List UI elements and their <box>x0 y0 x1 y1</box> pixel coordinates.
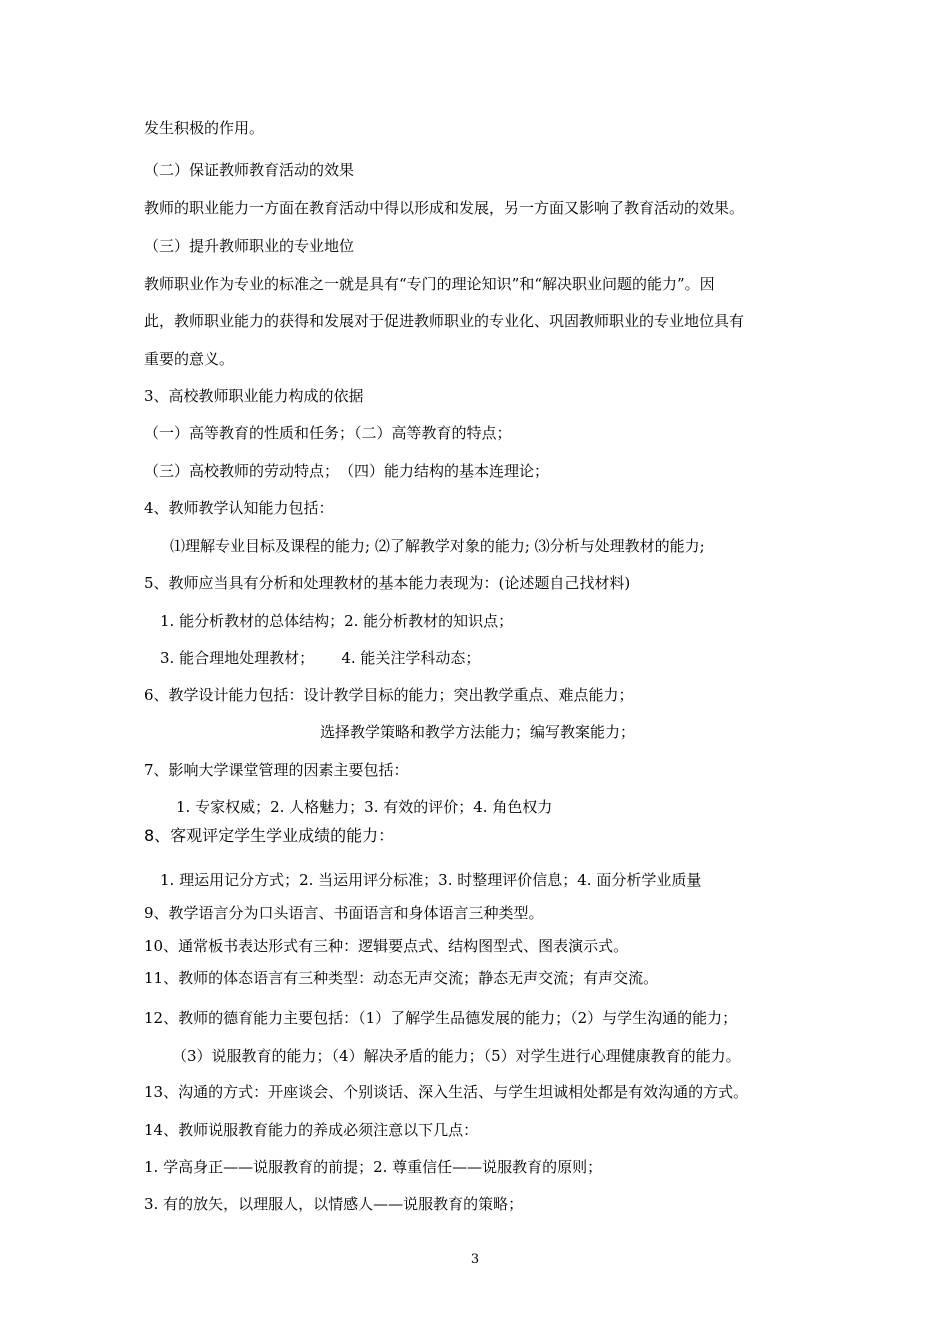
section-heading: 11、教师的体态语言有三种类型：动态无声交流；静态无声交流；有声交流。 <box>144 969 659 987</box>
text-line: 重要的意义。 <box>144 350 235 368</box>
list-item: 1. 理运用记分方式；2. 当运用评分标准；3. 时整理评价信息；4. 面分析学业质量 <box>160 871 702 889</box>
list-item: 1. 能分析教材的总体结构；2. 能分析教材的知识点； <box>160 612 514 630</box>
list-item: 3. 能合理地处理教材； 4. 能关注学科动态； <box>160 649 481 667</box>
section-heading: 14、教师说服教育能力的养成必须注意以下几点： <box>144 1121 479 1139</box>
section-heading: 5、教师应当具有分析和处理教材的基本能力表现为：(论述题自己找材料) <box>144 574 631 592</box>
list-item: 1. 专家权威；2. 人格魅力；3. 有效的评价；4. 角色权力 <box>176 798 553 816</box>
text-line: 教师职业作为专业的标准之一就是具有“专门的理论知识”和“解决职业问题的能力”。因 <box>144 275 715 293</box>
section-heading: 3、高校教师职业能力构成的依据 <box>144 387 364 405</box>
section-heading: 6、教学设计能力包括：设计教学目标的能力；突出教学重点、难点能力； <box>144 686 634 704</box>
section-heading: 7、影响大学课堂管理的因素主要包括： <box>144 761 409 779</box>
section-heading: 12、教师的德育能力主要包括：（1）了解学生品德发展的能力；（2）与学生沟通的能力； <box>144 1009 738 1027</box>
text-line: 此，教师职业能力的获得和发展对于促进教师职业的专业化、巩固教师职业的专业地位具有 <box>144 312 745 330</box>
section-heading: 4、教师教学认知能力包括： <box>144 499 334 517</box>
subheading: （二）保证教师教育活动的效果 <box>144 161 355 179</box>
text-line: 教师的职业能力一方面在教育活动中得以形成和发展，另一方面又影响了教育活动的效果。 <box>144 199 745 217</box>
section-heading: 9、教学语言分为口头语言、书面语言和身体语言三种类型。 <box>144 904 544 922</box>
section-heading: 10、通常板书表达形式有三种：逻辑要点式、结构图型式、图表演示式。 <box>144 937 629 955</box>
section-heading: 13、沟通的方式：开座谈会、个别谈话、深入生活、与学生坦诚相处都是有效沟通的方式。 <box>144 1083 749 1101</box>
text-line: （三）高校教师的劳动特点； （四）能力结构的基本连理论； <box>144 462 550 480</box>
list-item: 3. 有的放矢，以理服人，以情感人——说服教育的策略； <box>144 1195 524 1213</box>
subheading: （三）提升教师职业的专业地位 <box>144 237 355 255</box>
page-number: 3 <box>470 1252 480 1267</box>
section-heading: 8、客观评定学生学业成绩的能力： <box>144 826 395 845</box>
text-line: 发生积极的作用。 <box>144 119 265 137</box>
list-item: 1. 学高身正——说服教育的前提；2. 尊重信任——说服教育的原则； <box>144 1158 603 1176</box>
list-item: （3）说服教育的能力；（4）解决矛盾的能力；（5）对学生进行心理健康教育的能力。 <box>172 1047 741 1065</box>
text-line: （一）高等教育的性质和任务；（二）高等教育的特点； <box>144 424 512 442</box>
text-line: 选择教学策略和教学方法能力；编写教案能力； <box>320 723 636 741</box>
list-item: ⑴理解专业目标及课程的能力; ⑵了解教学对象的能力; ⑶分析与处理教材的能力; <box>170 537 705 555</box>
